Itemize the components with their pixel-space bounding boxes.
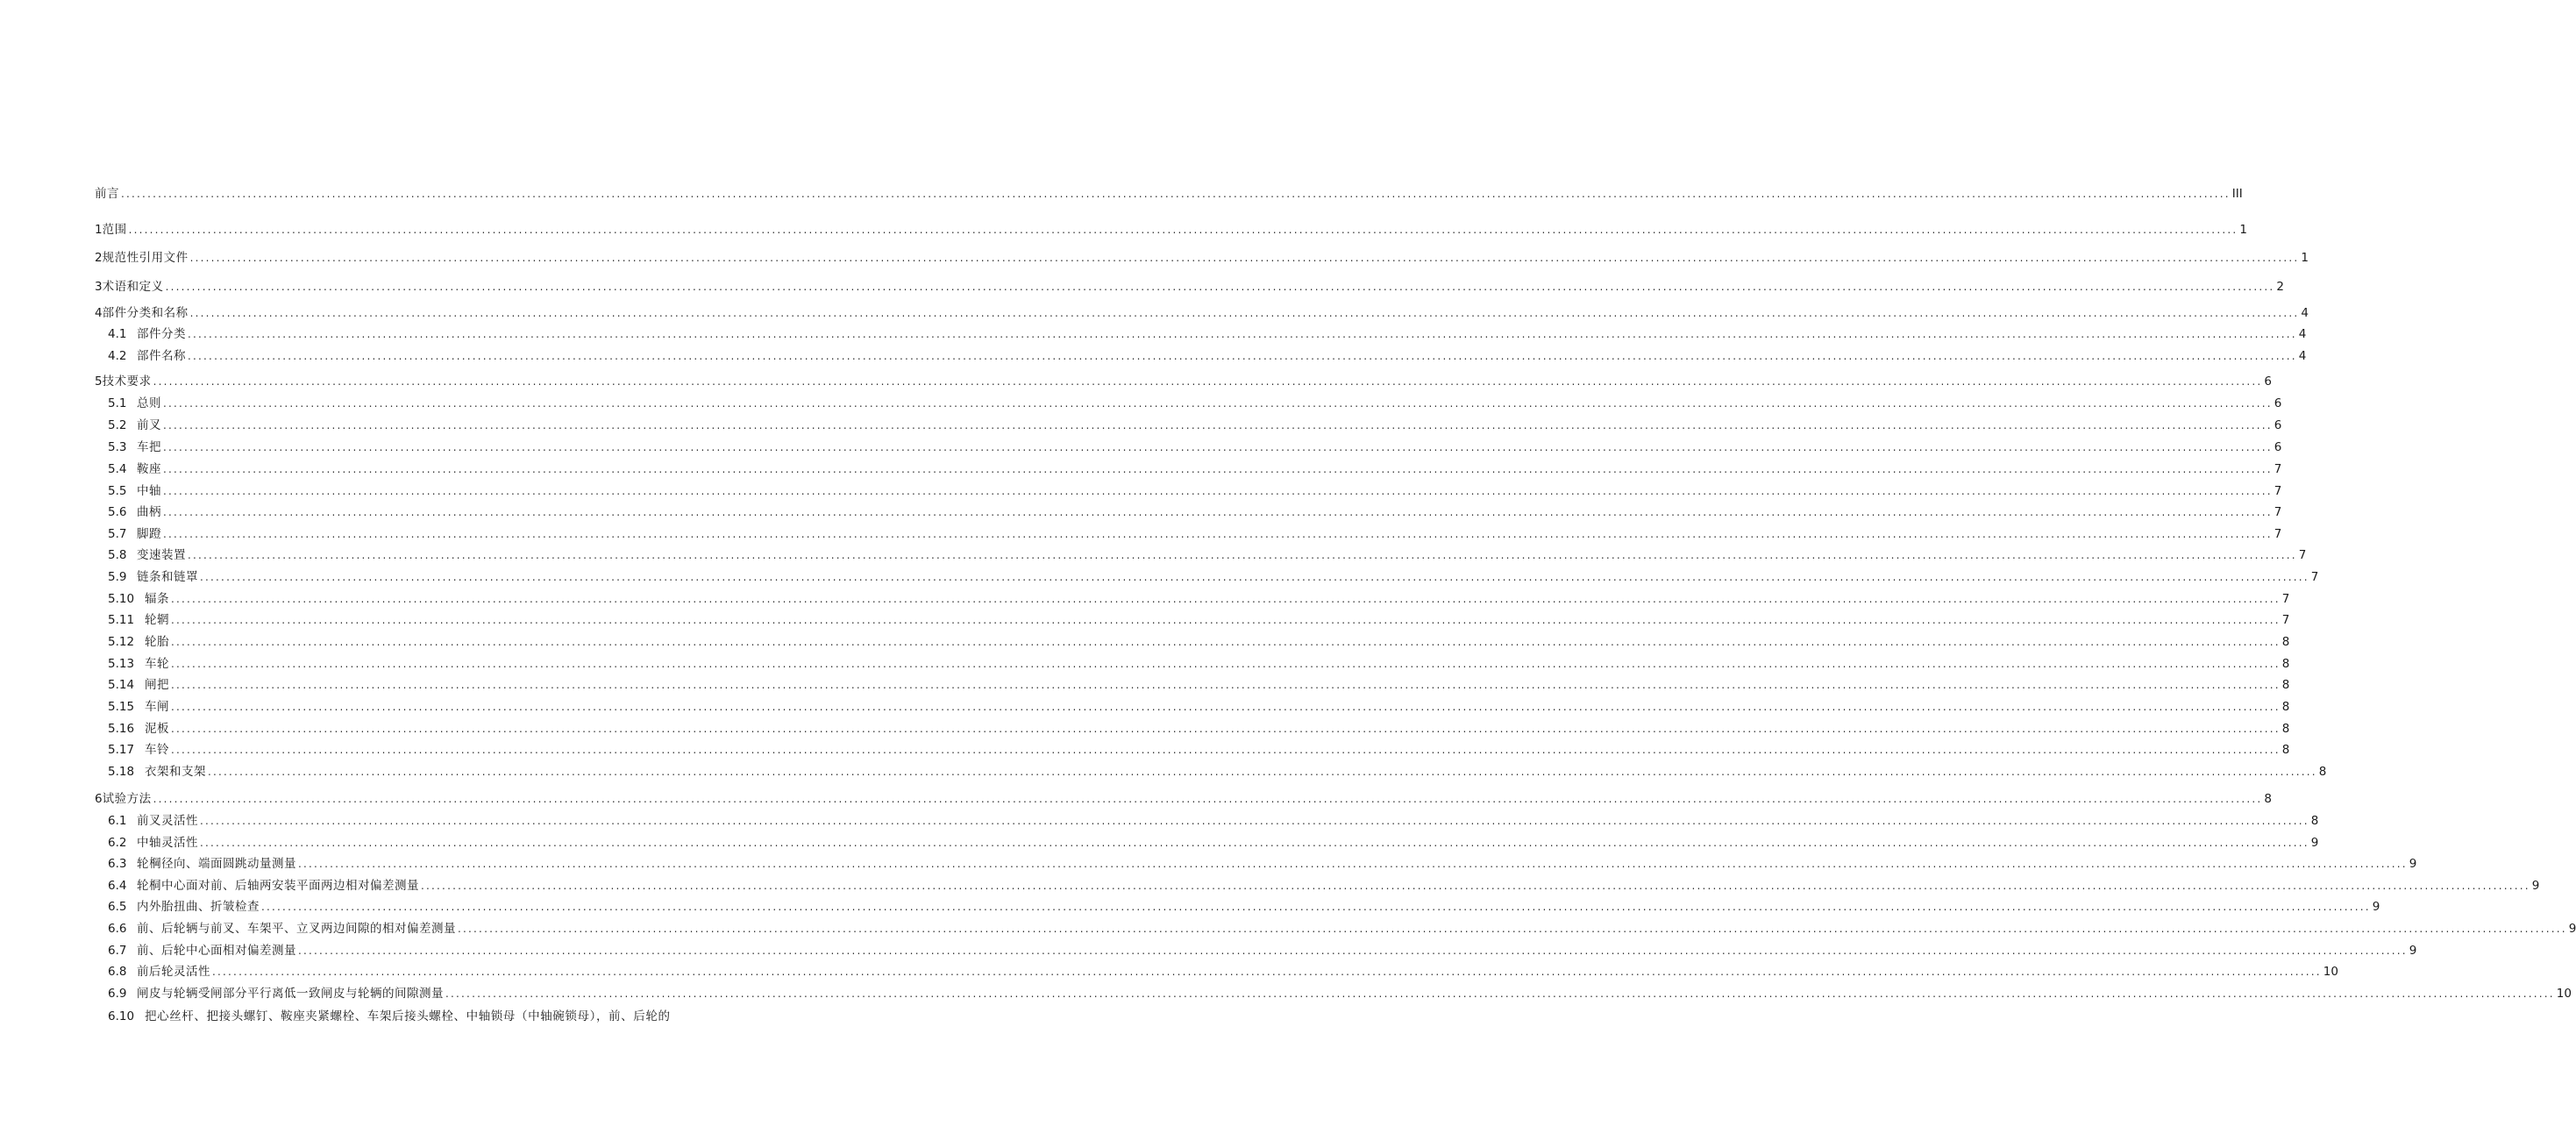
toc-entry[interactable] (108, 698, 2290, 716)
toc-entry-title: 轮辋 (145, 613, 169, 627)
toc-dot-leader: ................................................................................................................................................................................................................................................................................................................................................................................................................ (208, 766, 2317, 778)
toc-dot-leader: ................................................................................................................................................................................................................................................................................................................................................................................................................ (171, 679, 2281, 691)
toc-entry-page: 8 (2281, 657, 2290, 671)
toc-entry-page: 9 (2568, 922, 2576, 936)
toc-entry[interactable] (108, 611, 2290, 629)
toc-entry[interactable] (108, 590, 2290, 608)
toc-entry-number: 6 (95, 792, 103, 806)
toc-entry-number: 6.6 (108, 922, 127, 936)
toc-entry-title: 衣架和支架 (145, 765, 206, 779)
toc-entry-title: 泥板 (145, 722, 169, 736)
toc-entry-number: 5.8 (108, 548, 127, 562)
toc-entry[interactable] (108, 855, 2417, 873)
toc-dot-leader: ................................................................................................................................................................................................................................................................................................................................................................................................................ (171, 658, 2281, 670)
toc-dot-leader: ................................................................................................................................................................................................................................................................................................................................................................................................................ (188, 350, 2297, 362)
toc-dot-leader: ................................................................................................................................................................................................................................................................................................................................................................................................................ (171, 744, 2281, 756)
toc-entry-page: 7 (2310, 570, 2319, 584)
toc-dot-leader: ................................................................................................................................................................................................................................................................................................................................................................................................................ (171, 614, 2281, 626)
toc-entry-page: 7 (2281, 592, 2290, 606)
toc-entry-number: 5.12 (108, 635, 135, 649)
toc-entry-page: III (2231, 187, 2243, 201)
toc-entry-page: 7 (2281, 613, 2290, 627)
toc-entry-number: 5.14 (108, 678, 135, 692)
toc-entry-title: 车轮 (145, 657, 169, 671)
toc-entry-title: 前后轮灵活性 (137, 965, 210, 979)
toc-entry-number: 6.9 (108, 987, 127, 1001)
toc-entry-number: 5.4 (108, 462, 127, 476)
toc-entry[interactable] (108, 439, 2282, 456)
toc-entry-page: 8 (2281, 743, 2290, 757)
toc-entry-title: 前叉灵活性 (137, 814, 198, 828)
toc-entry[interactable] (108, 676, 2290, 694)
toc-dot-leader: ................................................................................................................................................................................................................................................................................................................................................................................................................ (121, 188, 2231, 200)
toc-entry-number: 5.11 (108, 613, 135, 627)
toc-dot-leader: ................................................................................................................................................................................................................................................................................................................................................................................................................ (298, 945, 2408, 957)
toc-dot-leader: ................................................................................................................................................................................................................................................................................................................................................................................................................ (298, 858, 2408, 870)
toc-entry[interactable] (95, 790, 2272, 808)
toc-entry-number: 6.10 (108, 1009, 135, 1023)
toc-entry-page: 10 (2323, 965, 2338, 979)
toc-entry-number: 5 (95, 374, 103, 389)
toc-dot-leader: ................................................................................................................................................................................................................................................................................................................................................................................................................ (163, 397, 2273, 410)
toc-entry[interactable] (108, 898, 2380, 916)
toc-entry-title: 闸皮与轮辆受闸部分平行离低一致闸皮与轮辆的间隙测量 (137, 987, 444, 1001)
toc-entry-title: 前、后轮中心面相对偏差测量 (137, 944, 296, 958)
toc-entry-title: 车闸 (145, 700, 169, 714)
toc-entry-page: 8 (2281, 700, 2290, 714)
toc-entry-number: 5.6 (108, 505, 127, 519)
toc-entry[interactable] (108, 763, 2327, 781)
toc-dot-leader: ................................................................................................................................................................................................................................................................................................................................................................................................................ (163, 506, 2273, 518)
toc-entry-page: 9 (2409, 857, 2417, 871)
toc-entry-page: 8 (2281, 722, 2290, 736)
toc-dot-leader: ................................................................................................................................................................................................................................................................................................................................................................................................................ (200, 571, 2309, 583)
toc-entry[interactable] (108, 633, 2290, 651)
toc-entry-number: 5.5 (108, 484, 127, 498)
toc-entry-page: 9 (2372, 900, 2380, 914)
toc-dot-leader: ................................................................................................................................................................................................................................................................................................................................................................................................................ (188, 549, 2297, 561)
toc-entry-title: 部件分类和名称 (102, 306, 189, 320)
toc-entry-page: 4 (2298, 349, 2307, 363)
toc-dot-leader: ................................................................................................................................................................................................................................................................................................................................................................................................................ (153, 375, 2263, 388)
toc-entry-title: 轮胎 (145, 635, 169, 649)
toc-entry-title: 轮棡径向、端面圆跳动量测量 (137, 857, 296, 871)
toc-entry[interactable] (95, 185, 2243, 203)
toc-entry-page: 7 (2274, 484, 2282, 498)
toc-dot-leader: ................................................................................................................................................................................................................................................................................................................................................................................................................ (171, 636, 2281, 648)
toc-entry[interactable] (108, 963, 2338, 981)
toc-entry-page: 10 (2556, 987, 2572, 1001)
toc-entry-page: 7 (2274, 527, 2282, 541)
toc-entry-page: 8 (2281, 635, 2290, 649)
toc-entry-number: 4 (95, 306, 103, 320)
toc-entry-title: 总则 (137, 396, 161, 410)
toc-entry-title: 内外胎扭曲、折皱检查 (137, 900, 260, 914)
toc-entry-page: 8 (2264, 792, 2272, 806)
toc-entry-title: 前叉 (137, 418, 161, 432)
toc-entry-number: 5.13 (108, 657, 135, 671)
toc-dot-leader: ................................................................................................................................................................................................................................................................................................................................................................................................................ (163, 441, 2273, 453)
toc-entry-title: 范围 (102, 223, 127, 237)
toc-entry[interactable] (108, 395, 2282, 412)
toc-entry-title: 中轴灵活性 (137, 836, 198, 850)
toc-entry-number: 2 (95, 251, 103, 265)
toc-entry[interactable] (95, 278, 2284, 296)
toc-entry-page: 9 (2531, 879, 2540, 893)
toc-entry[interactable] (108, 812, 2319, 830)
toc-entry-title: 试验方法 (102, 792, 152, 806)
toc-entry[interactable] (95, 304, 2309, 322)
toc-dot-leader: ................................................................................................................................................................................................................................................................................................................................................................................................................ (128, 224, 2238, 236)
toc-dot-leader: ................................................................................................................................................................................................................................................................................................................................................................................................................ (200, 815, 2309, 827)
toc-entry-page: 6 (2274, 440, 2282, 454)
toc-dot-leader: ................................................................................................................................................................................................................................................................................................................................................................................................................ (163, 528, 2273, 540)
toc-entry[interactable] (108, 482, 2282, 500)
toc-entry[interactable] (108, 920, 2576, 938)
toc-entry-page: 6 (2274, 418, 2282, 432)
toc-entry-page: 4 (2301, 306, 2309, 320)
toc-entry[interactable] (108, 347, 2307, 365)
toc-entry-page: 4 (2298, 327, 2307, 341)
toc-entry-page: 9 (2409, 944, 2417, 958)
toc-entry-number: 3 (95, 280, 103, 294)
toc-dot-leader: ................................................................................................................................................................................................................................................................................................................................................................................................................ (163, 419, 2273, 431)
toc-entry-number: 5.9 (108, 570, 127, 584)
toc-entry-number: 5.2 (108, 418, 127, 432)
toc-entry[interactable] (95, 221, 2247, 239)
toc-entry-page: 1 (2301, 251, 2309, 265)
toc-entry-title: 部件分类 (137, 327, 186, 341)
toc-dot-leader: ................................................................................................................................................................................................................................................................................................................................................................................................................ (171, 701, 2281, 713)
toc-entry-title: 链条和链罩 (137, 570, 198, 584)
toc-entry[interactable] (108, 503, 2282, 521)
toc-entry[interactable] (108, 460, 2282, 478)
toc-entry-page: 8 (2281, 678, 2290, 692)
toc-entry-title: 辐条 (145, 592, 169, 606)
toc-entry-title: 闸把 (145, 678, 169, 692)
toc-dot-leader: ................................................................................................................................................................................................................................................................................................................................................................................................................ (163, 463, 2273, 475)
toc-entry-title: 曲柄 (137, 505, 161, 519)
toc-entry[interactable] (108, 1008, 726, 1025)
toc-entry[interactable] (95, 249, 2309, 267)
toc-entry-title: 规范性引用文件 (102, 251, 189, 265)
toc-entry-number: 6.5 (108, 900, 127, 914)
toc-entry-number: 1 (95, 223, 103, 237)
toc-dot-leader: ................................................................................................................................................................................................................................................................................................................................................................................................................ (171, 723, 2281, 735)
toc-entry-number: 5.3 (108, 440, 127, 454)
toc-dot-leader: ................................................................................................................................................................................................................................................................................................................................................................................................................ (165, 281, 2275, 293)
toc-entry-page: 6 (2274, 396, 2282, 410)
toc-dot-leader: ................................................................................................................................................................................................................................................................................................................................................................................................................ (212, 966, 2322, 978)
toc-dot-leader: ................................................................................................................................................................................................................................................................................................................................................................................................................ (163, 485, 2273, 497)
toc-entry[interactable] (108, 546, 2307, 564)
toc-entry-number: 6.3 (108, 857, 127, 871)
toc-entry-title: 把心丝杆、把接头螺钉、鞍座夹紧螺栓、车架后接头螺栓、中轴锁母（中轴碗锁母），前、后轮的 (145, 1009, 671, 1023)
toc-dot-leader: ................................................................................................................................................................................................................................................................................................................................................................................................................ (458, 923, 2567, 935)
toc-entry-number: 6.1 (108, 814, 127, 828)
toc-entry-number: 5.10 (108, 592, 135, 606)
toc-entry-title: 技术要求 (102, 374, 152, 389)
toc-entry-title: 部件名称 (137, 349, 186, 363)
toc-dot-leader: ................................................................................................................................................................................................................................................................................................................................................................................................................ (200, 837, 2309, 849)
toc-entry-number: 6.8 (108, 965, 127, 979)
toc-entry-title: 车把 (137, 440, 161, 454)
toc-entry-number: 6.2 (108, 836, 127, 850)
toc-entry[interactable] (108, 325, 2307, 343)
toc-entry[interactable] (108, 877, 2540, 895)
toc-entry-page: 2 (2276, 280, 2284, 294)
toc-entry-number: 5.18 (108, 765, 135, 779)
toc-entry-title: 术语和定义 (102, 280, 164, 294)
toc-dot-leader: ................................................................................................................................................................................................................................................................................................................................................................................................................ (188, 328, 2297, 340)
toc-dot-leader: ................................................................................................................................................................................................................................................................................................................................................................................................................ (261, 901, 2371, 913)
toc-entry-number: 6.7 (108, 944, 127, 958)
toc-entry-page: 1 (2239, 223, 2247, 237)
toc-entry-page: 7 (2274, 462, 2282, 476)
toc-entry-title: 前、后轮辆与前叉、车架平、立叉两边间隙的相对偏差测量 (137, 922, 456, 936)
toc-entry-title: 轮桐中心面对前、后轴两安装平面两边相对偏差测量 (137, 879, 419, 893)
toc-entry-title: 鞍座 (137, 462, 161, 476)
toc-entry[interactable] (108, 655, 2290, 673)
toc-entry-title: 车铃 (145, 743, 169, 757)
toc-dot-leader: ................................................................................................................................................................................................................................................................................................................................................................................................................ (153, 793, 2263, 805)
toc-entry-number: 5.17 (108, 743, 135, 757)
toc-entry[interactable] (108, 720, 2290, 738)
toc-entry-number: 5.16 (108, 722, 135, 736)
toc-entry[interactable] (108, 985, 2572, 1002)
toc-entry-number: 6.4 (108, 879, 127, 893)
toc-entry-page: 7 (2274, 505, 2282, 519)
toc-entry-page: 6 (2264, 374, 2272, 389)
toc-entry-title: 脚蹬 (137, 527, 161, 541)
toc-entry[interactable] (108, 834, 2319, 852)
toc-entry-title: 前言 (95, 187, 119, 201)
toc-dot-leader: ................................................................................................................................................................................................................................................................................................................................................................................................................ (445, 988, 2555, 1000)
toc-entry-number: 4.2 (108, 349, 127, 363)
toc-entry-number: 5.1 (108, 396, 127, 410)
toc-dot-leader: ................................................................................................................................................................................................................................................................................................................................................................................................................ (189, 252, 2300, 264)
toc-dot-leader: ................................................................................................................................................................................................................................................................................................................................................................................................................ (189, 307, 2300, 319)
toc-entry-page: 9 (2310, 836, 2319, 850)
toc-entry[interactable] (108, 568, 2319, 586)
toc-entry-number: 5.7 (108, 527, 127, 541)
toc-dot-leader: ................................................................................................................................................................................................................................................................................................................................................................................................................ (171, 593, 2281, 605)
toc-entry-page: 7 (2298, 548, 2307, 562)
toc-entry-page: 8 (2310, 814, 2319, 828)
toc-entry[interactable] (108, 525, 2282, 543)
toc-entry[interactable] (95, 373, 2272, 390)
toc-entry-title: 变速装置 (137, 548, 186, 562)
toc-entry-number: 5.15 (108, 700, 135, 714)
toc-dot-leader: ................................................................................................................................................................................................................................................................................................................................................................................................................ (421, 880, 2530, 892)
toc-entry[interactable] (108, 741, 2290, 759)
toc-entry[interactable] (108, 417, 2282, 434)
toc-entry-page: 8 (2318, 765, 2327, 779)
toc-entry-number: 4.1 (108, 327, 127, 341)
toc-entry-title: 中轴 (137, 484, 161, 498)
toc-entry[interactable] (108, 942, 2417, 959)
